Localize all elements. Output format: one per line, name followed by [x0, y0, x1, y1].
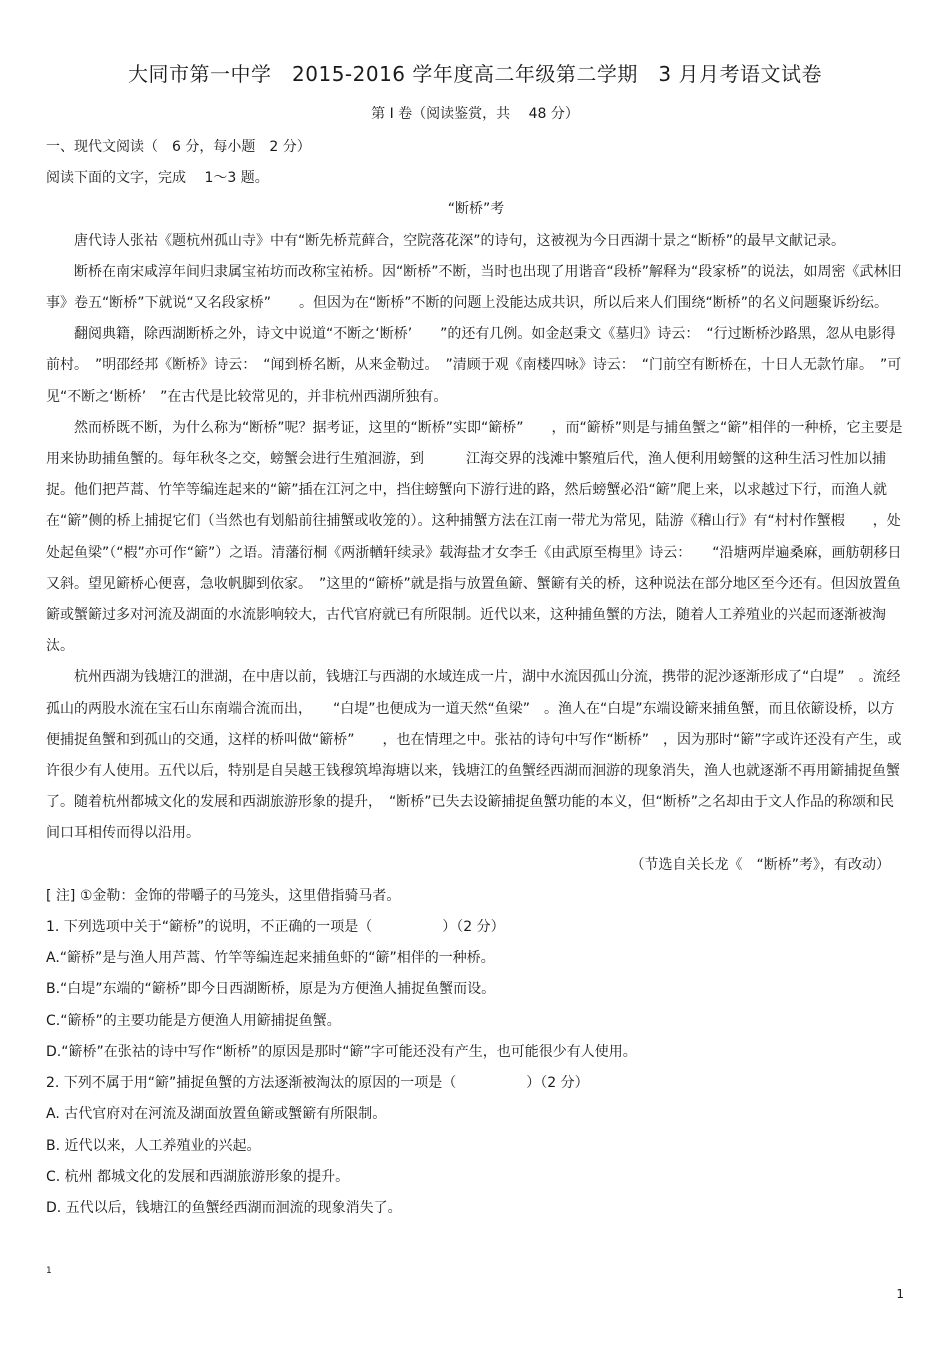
answer-option: A. 古代官府对在河流及湖面放置鱼簖或蟹簖有所限制。 — [46, 1106, 387, 1123]
article-paragraph: 翻阅典籍，除西湖断桥之外，诗文中说道“不断之‘断桥’ ”的还有几例。如金赵秉文《墓归》诗云： “行过断桥沙路黑，忽从电影得前村。 ”明邵经邦《断桥》诗云： “闻到桥名断，从来金勒过。 ”清顾于观《南楼四咏》诗云： “门前空有断桥在，十日人无款竹扉。 ”可见“不断之‘断桥’ ”在古代是比较常见的，并非杭州西湖所独有。 — [46, 326, 902, 405]
exam-title: 大同市第一中学 2015-2016 学年度高二年级第二学期 3 月月考语文试卷 — [128, 62, 822, 86]
article-title: “断桥”考 — [447, 201, 505, 218]
section-heading: 一、现代文阅读（ 6 分，每小题 2 分） — [46, 139, 311, 155]
answer-option: B.“白堤”东端的“簖桥”即今日西湖断桥，原是为方便渔人捕捉鱼蟹而设。 — [46, 981, 496, 998]
question-stem: 1. 下列选项中关于“簖桥”的说明，不正确的一项是（ ）（2 分） — [46, 919, 505, 936]
answer-option: C. 杭州 都城文化的发展和西湖旅游形象的提升。 — [46, 1168, 350, 1185]
page-number: 1 — [896, 1287, 904, 1301]
exam-content — [46, 132, 906, 1224]
answer-option: A.“簖桥”是与渔人用芦蒿、竹竿等编连起来捕鱼虾的“簖”相伴的一种桥。 — [46, 950, 495, 967]
question-stem: 2. 下列不属于用“簖”捕捉鱼蟹的方法逐渐被淘汰的原因的一项是（ ）（2 分） — [46, 1075, 589, 1092]
reading-instruction: 阅读下面的文字，完成 1～3 题。 — [46, 170, 269, 187]
article-paragraph: 杭州西湖为钱塘江的泄湖，在中唐以前，钱塘江与西湖的水域连成一片，湖中水流因孤山分流，携带的泥沙逐渐形成了“白堤” 。流经孤山的两股水流在宝石山东南端合流而出， “白堤”也便成为一道天然“鱼梁” 。渔人在“白堤”东端设簖来捕鱼蟹，而且依簖设桥，以方便捕捉鱼蟹和到孤山的交通，这样的桥叫做“簖桥” ，也在情理之中。张祜的诗句中写作“断桥” ，因为那时“簖”字或许还没有产生，或许很少有人使用。五代以后，特别是自吴越王钱穆筑埠海塘以来，钱塘江的鱼蟹经西湖而洄游的现象消失，渔人也就逐渐不再用簖捕捉鱼蟹了。随着杭州都城文化的发展和西湖旅游形象的提升， “断桥”已失去设簖捕捉鱼蟹功能的本义，但“断桥”之名却由于文人作品的称颂和民间口耳相传而得以沿用。 — [46, 669, 902, 842]
article-paragraph: 然而桥既不断，为什么称为“断桥”呢？据考证，这里的“断桥”实即“簖桥” ，而“簖桥”则是与捕鱼蟹之“簖”相伴的一种桥，它主要是用来协助捕鱼蟹的。每年秋冬之交，螃蟹会进行生殖洄游，到 江海交界的浅滩中繁殖后代，渔人便利用螃蟹的这种生活习性加以捕捉。他们把芦蒿、竹竿等编连起来的“簖”插在江河之中，挡住螃蟹向下游行进的路，然后螃蟹必沿“簖”爬上来，以求越过下行，而渔人就在“簖”侧的桥上捕捉它们（当然也有划船前往捕蟹或收笼的）。这种捕蟹方法在江南一带尤为常见，陆游《稽山行》有“村村作蟹椵 ，处处起鱼梁”（“椵”亦可作“簖”）之语。清藩衍桐《两浙輶轩续录》载海盐才女李壬《由武原至梅里》诗云： “沿塘两岸遍桑麻，画舫朝移日又斜。望见簖桥心便喜，急收帆脚到依家。 ”这里的“簖桥”就是指与放置鱼簖、蟹簖有关的桥，这种说法在部分地区至今还有。但因放置鱼簖或蟹簖过多对河流及湖面的水流影响较大，古代官府就已有所限制。近代以来，这种捕鱼蟹的方法，随着人工养殖业的兴起而逐渐被淘汰。 — [46, 419, 903, 655]
answer-option: D.“簖桥”在张祜的诗中写作“断桥”的原因是那时“簖”字可能还没有产生，也可能很少有人使用。 — [46, 1043, 637, 1060]
article-source: （节选自关长龙《 “断桥”考》，有改动） — [630, 856, 890, 873]
article-paragraph: 断桥在南宋咸淳年间归隶属宝祐坊而改称宝祐桥。因“断桥”不断，当时也出现了用谐音“段桥”解释为“段家桥”的说法，如周密《武林旧事》卷五“断桥”下就说“又名段家桥” 。但因为在“断桥”不断的问题上没能达成共识，所以后来人们围绕“断桥”的名义问题聚诉纷纭。 — [46, 263, 902, 312]
section-subtitle: 第 I 卷（阅读鉴赏，共 48 分） — [371, 106, 579, 122]
footnote: [ 注] ①金勒：金饰的带嚼子的马笼头，这里借指骑马者。 — [46, 887, 401, 904]
answer-option: C.“簖桥”的主要功能是方便渔人用簖捕捉鱼蟹。 — [46, 1012, 341, 1029]
answer-option: B. 近代以来，人工养殖业的兴起。 — [46, 1137, 261, 1154]
answer-option: D. 五代以后，钱塘江的鱼蟹经西湖而洄流的现象消失了。 — [46, 1199, 402, 1216]
footer-mark: 1 — [46, 1266, 52, 1276]
article-paragraph: 唐代诗人张祜《题杭州孤山寺》中有“断先桥荒藓合，空院落花深”的诗句，这被视为今日西湖十景之“断桥”的最早文献记录。 — [74, 232, 846, 249]
